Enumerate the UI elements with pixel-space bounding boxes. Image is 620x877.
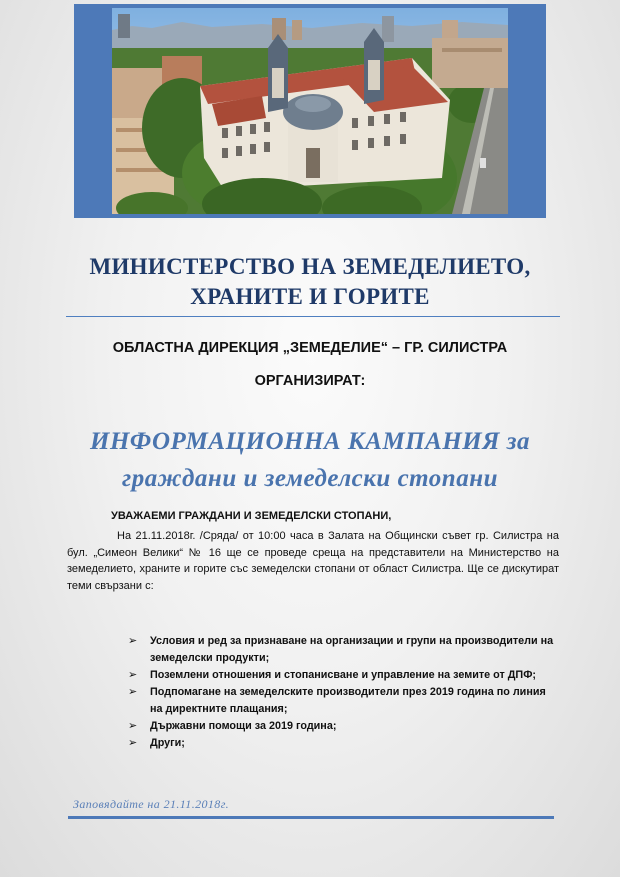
list-item — [128, 684, 560, 718]
organize-heading: ОРГАНИЗИРАТ: — [254, 373, 366, 389]
directorate-heading: ОБЛАСТНА ДИРЕКЦИЯ „ЗЕМЕДЕЛИЕ“ – ГР. СИЛИСТРА — [112, 340, 508, 356]
topic-text: Условия и ред за признаване на организации и групи на производители на земеделски продукти; — [150, 635, 554, 664]
arrow-bullet-icon: ➢ — [128, 720, 138, 732]
hero-frame — [74, 4, 546, 218]
announcement-paragraph — [67, 528, 559, 594]
campaign-title-line1: ИНФОРМАЦИОННА КАМПАНИЯ за — [90, 428, 530, 455]
footer-divider — [68, 816, 554, 819]
title-divider — [66, 316, 560, 317]
greeting: УВАЖАЕМИ ГРАЖДАНИ И ЗЕМЕДЕЛСКИ СТОПАНИ, — [111, 510, 392, 522]
topics-list — [128, 633, 560, 752]
arrow-bullet-icon: ➢ — [128, 635, 138, 647]
ministry-title-line1: МИНИСТЕРСТВО НА ЗЕМЕДЕЛИЕТО, — [89, 254, 531, 279]
ministry-building-photo — [112, 8, 508, 214]
arrow-bullet-icon: ➢ — [128, 686, 138, 698]
list-item — [128, 718, 560, 735]
arrow-bullet-icon: ➢ — [128, 737, 138, 749]
campaign-title-line2: граждани и земеделски стопани — [122, 465, 498, 492]
list-item — [128, 633, 560, 667]
topic-text: Подпомагане на земеделските производители през 2019 година по линия на директните плащания; — [150, 686, 546, 715]
announcement-text: На 21.11.2018г. /Сряда/ от 10:00 часа в Залата на Общински съвет гр. Силистра на бул. „Симеон Велики“ № 16 ще се проведе среща на представители на Министерство на земеделието, храните и горите със земеделски стопани от област Силистра. Ще се дискутират теми свързани с: — [67, 530, 559, 592]
ministry-title-line2: ХРАНИТЕ И ГОРИТЕ — [190, 284, 430, 309]
list-item — [128, 667, 560, 684]
list-item — [128, 735, 560, 752]
invitation-note: Заповядайте на 21.11.2018г. — [73, 797, 230, 811]
topic-text: Държавни помощи за 2019 година; — [150, 720, 337, 732]
arrow-bullet-icon: ➢ — [128, 669, 138, 681]
topic-text: Други; — [150, 737, 185, 749]
topic-text: Поземлени отношения и стопанисване и управление на земите от ДПФ; — [150, 669, 537, 681]
